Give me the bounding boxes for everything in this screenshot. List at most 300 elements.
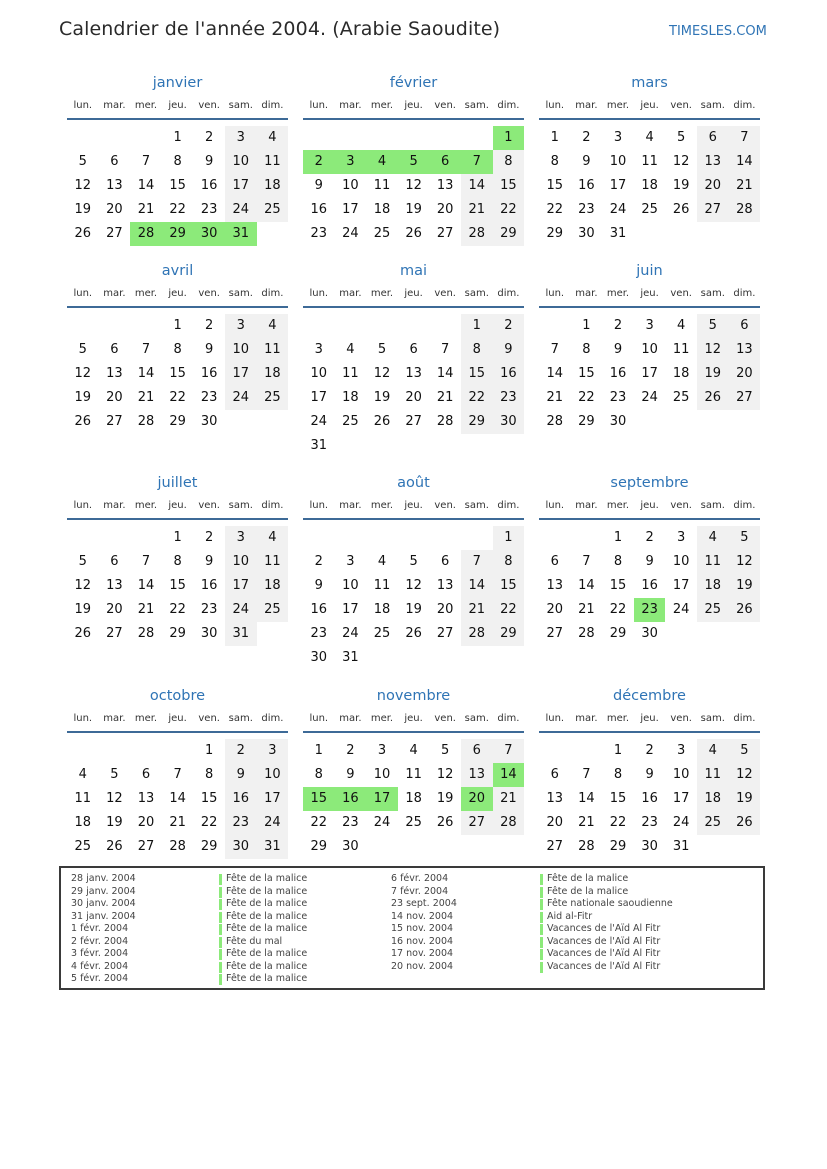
day-cell[interactable]: 17 [672,578,690,593]
day-cell[interactable]: 24 [672,602,690,617]
day-cell[interactable]: 22 [310,815,328,830]
day-cell[interactable]: 23 [200,390,218,405]
day-cell[interactable]: 4 [677,318,686,333]
day-cell[interactable]: 21 [461,198,493,222]
day-cell[interactable]: 8 [613,554,623,569]
day-cell[interactable]: 12 [373,366,391,381]
day-cell[interactable]: 14 [578,791,595,806]
day-cell[interactable]: 6 [729,314,761,338]
day-cell[interactable]: 5 [398,150,430,174]
day-cell[interactable]: 25 [74,839,92,854]
day-cell[interactable]: 22 [493,198,525,222]
day-cell[interactable]: 29 [162,222,194,246]
day-cell[interactable]: 9 [645,767,654,782]
day-cell[interactable]: 24 [310,414,328,429]
day-cell[interactable]: 20 [405,390,422,405]
day-cell[interactable]: 23 [310,226,328,241]
day-cell[interactable]: 5 [78,554,87,569]
day-cell[interactable]: 7 [550,342,559,357]
day-cell[interactable]: 11 [257,150,289,174]
day-cell[interactable]: 24 [257,811,289,835]
day-cell[interactable]: 28 [461,622,493,646]
day-cell[interactable]: 11 [74,791,92,806]
day-cell[interactable]: 26 [729,598,761,622]
day-cell[interactable]: 15 [169,366,186,381]
day-cell[interactable]: 17 [257,787,289,811]
day-cell[interactable]: 11 [641,154,658,169]
day-cell[interactable]: 3 [346,554,355,569]
day-cell[interactable]: 4 [366,150,398,174]
day-cell[interactable]: 18 [672,366,690,381]
day-cell[interactable]: 4 [697,739,729,763]
day-cell[interactable]: 23 [200,202,218,217]
day-cell[interactable]: 23 [609,390,627,405]
day-cell[interactable]: 29 [310,839,328,854]
day-cell[interactable]: 26 [106,839,123,854]
day-cell[interactable]: 26 [74,226,92,241]
day-cell[interactable]: 15 [461,362,493,386]
day-cell[interactable]: 12 [405,578,422,593]
day-cell[interactable]: 1 [582,318,591,333]
day-cell[interactable]: 5 [110,767,119,782]
day-cell[interactable]: 2 [314,554,323,569]
day-cell[interactable]: 31 [257,835,289,859]
day-cell[interactable]: 31 [609,226,627,241]
day-cell[interactable]: 23 [493,386,525,410]
day-cell[interactable]: 15 [493,174,525,198]
day-cell[interactable]: 17 [342,602,359,617]
day-cell[interactable]: 30 [310,650,328,665]
day-cell[interactable]: 9 [314,578,323,593]
day-cell[interactable]: 14 [137,366,155,381]
day-cell[interactable]: 14 [137,178,155,193]
day-cell[interactable]: 31 [225,622,257,646]
day-cell[interactable]: 22 [609,602,627,617]
day-cell[interactable]: 11 [342,366,359,381]
day-cell[interactable]: 21 [546,390,564,405]
day-cell[interactable]: 4 [697,526,729,550]
day-cell[interactable]: 15 [493,574,525,598]
day-cell[interactable]: 27 [461,811,493,835]
day-cell[interactable]: 2 [225,739,257,763]
day-cell[interactable]: 10 [373,767,391,782]
day-cell[interactable]: 12 [74,578,92,593]
day-cell[interactable]: 11 [672,342,690,357]
day-cell[interactable]: 13 [436,578,454,593]
day-cell[interactable]: 4 [78,767,87,782]
day-cell[interactable]: 27 [137,839,155,854]
day-cell[interactable]: 20 [436,602,454,617]
day-cell[interactable]: 4 [257,526,289,550]
day-cell[interactable]: 18 [257,362,289,386]
day-cell[interactable]: 5 [78,342,87,357]
day-cell[interactable]: 23 [641,815,658,830]
day-cell[interactable]: 19 [405,602,422,617]
day-cell[interactable]: 6 [550,554,559,569]
day-cell[interactable]: 9 [493,338,525,362]
day-cell[interactable]: 27 [729,386,761,410]
day-cell[interactable]: 31 [342,650,359,665]
day-cell[interactable]: 3 [314,342,323,357]
day-cell[interactable]: 20 [106,602,123,617]
day-cell[interactable]: 17 [342,202,359,217]
day-cell[interactable]: 5 [409,554,418,569]
day-cell[interactable]: 16 [578,178,595,193]
day-cell[interactable]: 8 [173,342,182,357]
day-cell[interactable]: 28 [137,414,155,429]
day-cell[interactable]: 9 [205,554,214,569]
day-cell[interactable]: 8 [582,342,591,357]
day-cell[interactable]: 17 [225,362,257,386]
day-cell[interactable]: 21 [436,390,454,405]
day-cell[interactable]: 11 [257,550,289,574]
day-cell[interactable]: 27 [546,839,564,854]
day-cell[interactable]: 15 [546,178,564,193]
day-cell[interactable]: 19 [697,362,729,386]
day-cell[interactable]: 26 [405,626,422,641]
day-cell[interactable]: 11 [697,763,729,787]
day-cell[interactable]: 8 [493,550,525,574]
day-cell[interactable]: 6 [110,154,119,169]
day-cell[interactable]: 22 [200,815,218,830]
day-cell[interactable]: 4 [257,126,289,150]
day-cell[interactable]: 31 [672,839,690,854]
day-cell[interactable]: 4 [346,342,355,357]
day-cell[interactable]: 17 [225,574,257,598]
day-cell[interactable]: 22 [461,386,493,410]
day-cell[interactable]: 27 [106,226,123,241]
day-cell[interactable]: 20 [546,602,564,617]
day-cell[interactable]: 5 [677,130,686,145]
day-cell[interactable]: 18 [405,791,422,806]
day-cell[interactable]: 12 [436,767,454,782]
day-cell[interactable]: 9 [645,554,654,569]
day-cell[interactable]: 29 [493,622,525,646]
day-cell[interactable]: 12 [405,178,422,193]
day-cell[interactable]: 14 [729,150,761,174]
day-cell[interactable]: 18 [342,390,359,405]
day-cell[interactable]: 6 [409,342,418,357]
day-cell[interactable]: 30 [225,835,257,859]
day-cell[interactable]: 6 [141,767,151,782]
day-cell[interactable]: 3 [645,318,654,333]
day-cell[interactable]: 3 [677,530,686,545]
day-cell[interactable]: 10 [342,578,359,593]
day-cell[interactable]: 9 [205,154,214,169]
day-cell[interactable]: 21 [169,815,186,830]
day-cell[interactable]: 29 [578,414,595,429]
day-cell[interactable]: 19 [729,574,761,598]
day-cell[interactable]: 12 [697,338,729,362]
day-cell[interactable]: 10 [225,150,257,174]
day-cell[interactable]: 19 [74,602,92,617]
day-cell[interactable]: 22 [493,598,525,622]
day-cell[interactable]: 16 [335,787,367,811]
day-cell[interactable]: 9 [346,767,355,782]
day-cell[interactable]: 16 [641,791,658,806]
day-cell[interactable]: 25 [405,815,422,830]
day-cell[interactable]: 16 [225,787,257,811]
day-cell[interactable]: 14 [169,791,186,806]
day-cell[interactable]: 2 [613,318,623,333]
day-cell[interactable]: 23 [634,598,666,622]
day-cell[interactable]: 6 [429,150,461,174]
day-cell[interactable]: 10 [672,554,690,569]
day-cell[interactable]: 14 [493,763,525,787]
day-cell[interactable]: 4 [377,554,387,569]
day-cell[interactable]: 8 [461,338,493,362]
day-cell[interactable]: 29 [169,414,186,429]
day-cell[interactable]: 2 [205,318,214,333]
day-cell[interactable]: 26 [729,811,761,835]
day-cell[interactable]: 17 [225,174,257,198]
day-cell[interactable]: 10 [310,366,328,381]
day-cell[interactable]: 6 [110,554,119,569]
day-cell[interactable]: 22 [169,202,186,217]
day-cell[interactable]: 13 [106,578,123,593]
day-cell[interactable]: 11 [257,338,289,362]
day-cell[interactable]: 7 [441,342,450,357]
day-cell[interactable]: 9 [205,342,214,357]
day-cell[interactable]: 20 [729,362,761,386]
day-cell[interactable]: 16 [200,366,218,381]
day-cell[interactable]: 17 [366,787,398,811]
day-cell[interactable]: 25 [672,390,690,405]
day-cell[interactable]: 19 [729,787,761,811]
day-cell[interactable]: 18 [257,174,289,198]
day-cell[interactable]: 25 [342,414,359,429]
day-cell[interactable]: 29 [493,222,525,246]
day-cell[interactable]: 25 [641,202,658,217]
day-cell[interactable]: 16 [641,578,658,593]
day-cell[interactable]: 14 [546,366,564,381]
brand-link[interactable]: TIMESLES.COM [669,24,767,39]
day-cell[interactable]: 29 [609,839,627,854]
day-cell[interactable]: 5 [78,154,87,169]
day-cell[interactable]: 20 [461,787,493,811]
day-cell[interactable]: 28 [436,414,454,429]
day-cell[interactable]: 28 [546,414,564,429]
day-cell[interactable]: 2 [205,530,214,545]
day-cell[interactable]: 15 [609,578,627,593]
day-cell[interactable]: 8 [205,767,214,782]
day-cell[interactable]: 14 [461,574,493,598]
day-cell[interactable]: 18 [373,202,391,217]
day-cell[interactable]: 18 [697,574,729,598]
day-cell[interactable]: 25 [257,198,289,222]
day-cell[interactable]: 8 [493,150,525,174]
day-cell[interactable]: 7 [493,739,525,763]
day-cell[interactable]: 3 [225,314,257,338]
day-cell[interactable]: 8 [173,154,182,169]
day-cell[interactable]: 28 [729,198,761,222]
day-cell[interactable]: 23 [342,815,359,830]
day-cell[interactable]: 21 [137,390,155,405]
day-cell[interactable]: 7 [141,342,151,357]
day-cell[interactable]: 8 [550,154,559,169]
day-cell[interactable]: 15 [200,791,218,806]
day-cell[interactable]: 3 [677,743,686,758]
day-cell[interactable]: 20 [546,815,564,830]
day-cell[interactable]: 12 [74,366,92,381]
day-cell[interactable]: 21 [578,815,595,830]
day-cell[interactable]: 26 [74,626,92,641]
day-cell[interactable]: 19 [74,202,92,217]
day-cell[interactable]: 26 [74,414,92,429]
day-cell[interactable]: 23 [200,602,218,617]
day-cell[interactable]: 28 [130,222,162,246]
day-cell[interactable]: 13 [405,366,422,381]
day-cell[interactable]: 20 [106,390,123,405]
day-cell[interactable]: 6 [110,342,119,357]
day-cell[interactable]: 21 [137,602,155,617]
day-cell[interactable]: 1 [550,130,559,145]
day-cell[interactable]: 25 [697,598,729,622]
day-cell[interactable]: 27 [106,414,123,429]
day-cell[interactable]: 6 [550,767,559,782]
day-cell[interactable]: 17 [641,366,658,381]
day-cell[interactable]: 28 [578,626,595,641]
day-cell[interactable]: 15 [303,787,335,811]
day-cell[interactable]: 31 [310,438,328,453]
day-cell[interactable]: 18 [697,787,729,811]
day-cell[interactable]: 19 [405,202,422,217]
day-cell[interactable]: 16 [493,362,525,386]
day-cell[interactable]: 3 [335,150,367,174]
day-cell[interactable]: 16 [200,578,218,593]
day-cell[interactable]: 7 [461,550,493,574]
day-cell[interactable]: 1 [613,530,623,545]
day-cell[interactable]: 29 [546,226,564,241]
day-cell[interactable]: 31 [225,222,257,246]
day-cell[interactable]: 23 [310,626,328,641]
day-cell[interactable]: 10 [225,338,257,362]
day-cell[interactable]: 6 [461,739,493,763]
day-cell[interactable]: 24 [342,226,359,241]
day-cell[interactable]: 4 [257,314,289,338]
day-cell[interactable]: 8 [613,767,623,782]
day-cell[interactable]: 16 [609,366,627,381]
day-cell[interactable]: 10 [257,763,289,787]
day-cell[interactable]: 30 [493,410,525,434]
day-cell[interactable]: 13 [106,178,123,193]
day-cell[interactable]: 18 [257,574,289,598]
day-cell[interactable]: 29 [200,839,218,854]
day-cell[interactable]: 3 [225,526,257,550]
day-cell[interactable]: 15 [578,366,595,381]
day-cell[interactable]: 21 [493,787,525,811]
day-cell[interactable]: 7 [729,126,761,150]
day-cell[interactable]: 27 [436,626,454,641]
day-cell[interactable]: 19 [373,390,391,405]
day-cell[interactable]: 5 [441,743,450,758]
day-cell[interactable]: 14 [436,366,454,381]
day-cell[interactable]: 10 [641,342,658,357]
day-cell[interactable]: 9 [314,178,323,193]
day-cell[interactable]: 8 [173,554,182,569]
day-cell[interactable]: 3 [257,739,289,763]
day-cell[interactable]: 1 [173,318,182,333]
day-cell[interactable]: 29 [461,410,493,434]
day-cell[interactable]: 30 [200,626,218,641]
day-cell[interactable]: 2 [346,743,355,758]
day-cell[interactable]: 29 [609,626,627,641]
day-cell[interactable]: 30 [578,226,595,241]
day-cell[interactable]: 5 [377,342,387,357]
day-cell[interactable]: 22 [169,602,186,617]
day-cell[interactable]: 30 [193,222,225,246]
day-cell[interactable]: 1 [173,530,182,545]
day-cell[interactable]: 24 [225,198,257,222]
day-cell[interactable]: 2 [493,314,525,338]
day-cell[interactable]: 12 [729,763,761,787]
day-cell[interactable]: 28 [461,222,493,246]
day-cell[interactable]: 3 [613,130,623,145]
day-cell[interactable]: 22 [578,390,595,405]
day-cell[interactable]: 5 [697,314,729,338]
day-cell[interactable]: 30 [609,414,627,429]
day-cell[interactable]: 13 [546,791,564,806]
day-cell[interactable]: 17 [609,178,627,193]
day-cell[interactable]: 15 [609,791,627,806]
day-cell[interactable]: 1 [314,743,323,758]
day-cell[interactable]: 6 [441,554,450,569]
day-cell[interactable]: 17 [310,390,328,405]
day-cell[interactable]: 8 [314,767,323,782]
day-cell[interactable]: 2 [582,130,591,145]
day-cell[interactable]: 1 [493,526,525,550]
day-cell[interactable]: 11 [697,550,729,574]
day-cell[interactable]: 26 [405,226,422,241]
day-cell[interactable]: 30 [200,414,218,429]
day-cell[interactable]: 27 [697,198,729,222]
day-cell[interactable]: 1 [461,314,493,338]
day-cell[interactable]: 13 [697,150,729,174]
day-cell[interactable]: 10 [609,154,627,169]
day-cell[interactable]: 13 [729,338,761,362]
day-cell[interactable]: 20 [436,202,454,217]
day-cell[interactable]: 7 [461,150,493,174]
day-cell[interactable]: 10 [342,178,359,193]
day-cell[interactable]: 10 [672,767,690,782]
day-cell[interactable]: 13 [106,366,123,381]
day-cell[interactable]: 22 [546,202,564,217]
day-cell[interactable]: 1 [173,130,182,145]
day-cell[interactable]: 19 [672,178,690,193]
day-cell[interactable]: 24 [373,815,391,830]
day-cell[interactable]: 12 [729,550,761,574]
day-cell[interactable]: 28 [493,811,525,835]
day-cell[interactable]: 25 [373,226,391,241]
day-cell[interactable]: 16 [200,178,218,193]
day-cell[interactable]: 15 [169,178,186,193]
day-cell[interactable]: 7 [582,767,591,782]
day-cell[interactable]: 20 [106,202,123,217]
day-cell[interactable]: 11 [405,767,422,782]
day-cell[interactable]: 12 [106,791,123,806]
day-cell[interactable]: 27 [106,626,123,641]
day-cell[interactable]: 24 [609,202,627,217]
day-cell[interactable]: 9 [582,154,591,169]
day-cell[interactable]: 19 [74,390,92,405]
day-cell[interactable]: 5 [729,526,761,550]
day-cell[interactable]: 28 [137,626,155,641]
day-cell[interactable]: 3 [225,126,257,150]
day-cell[interactable]: 2 [205,130,214,145]
day-cell[interactable]: 24 [672,815,690,830]
day-cell[interactable]: 23 [578,202,595,217]
day-cell[interactable]: 30 [641,839,658,854]
